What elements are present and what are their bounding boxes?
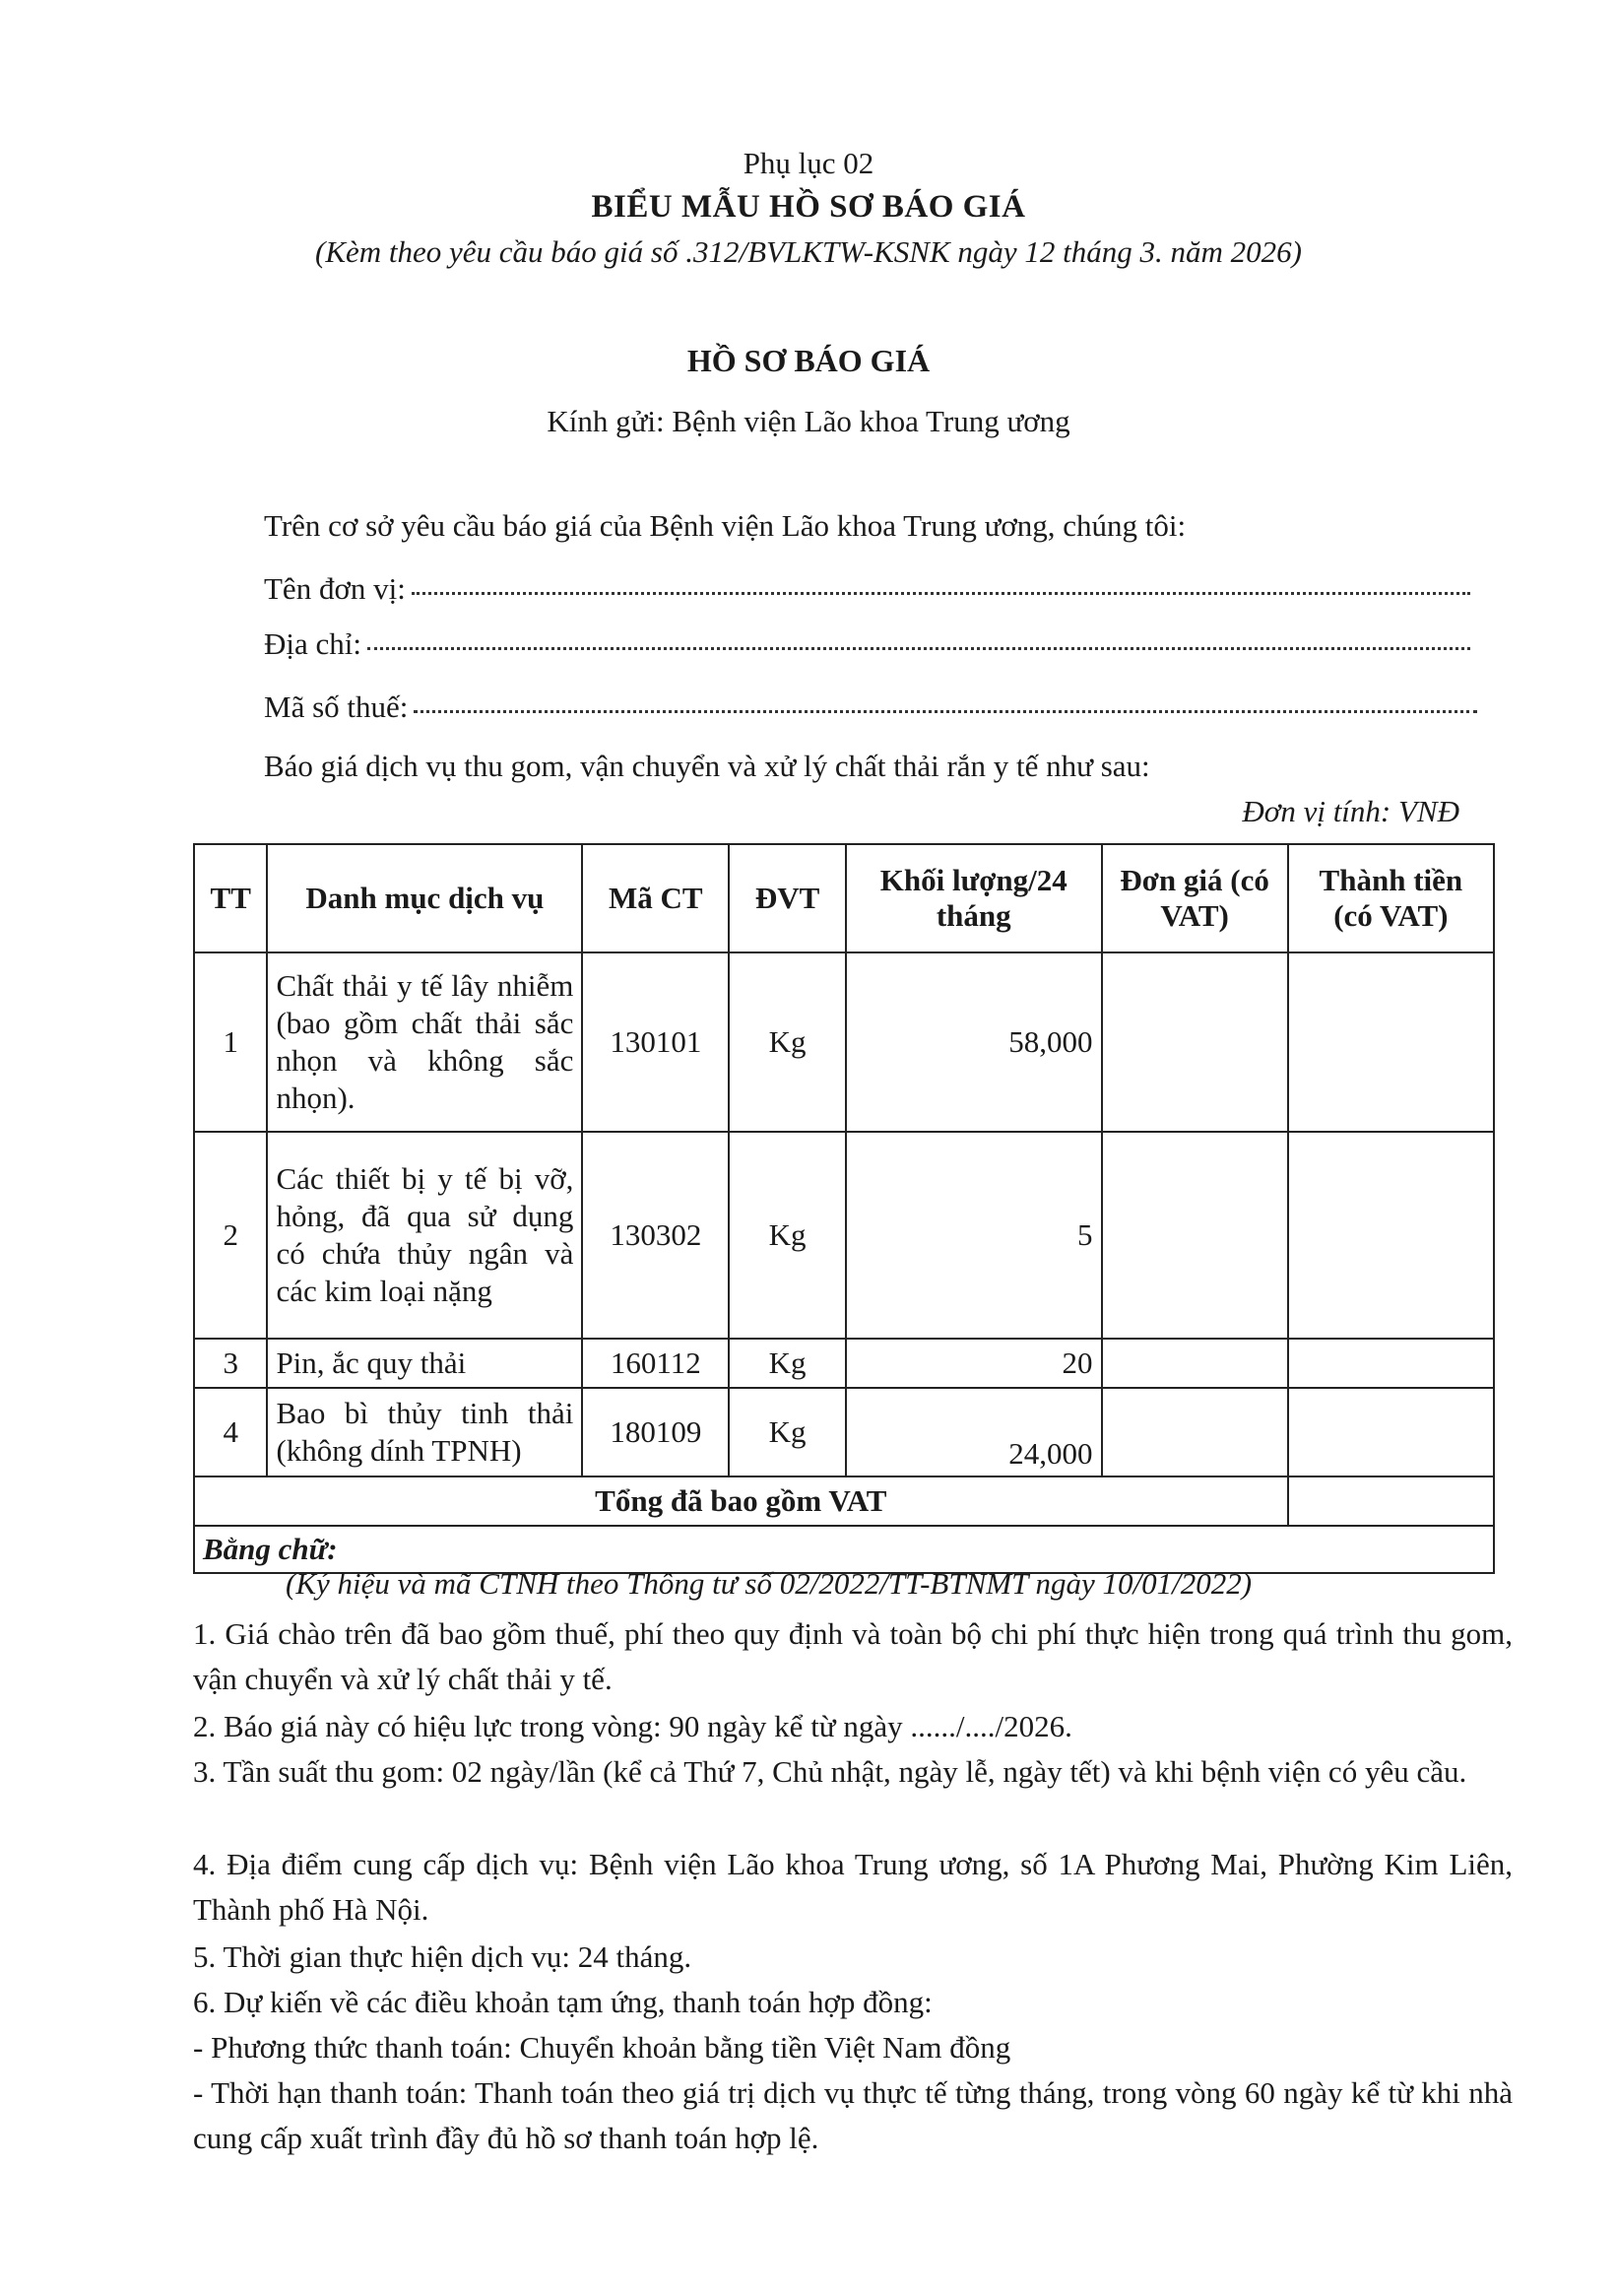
total-label: Tổng đã bao gồm VAT xyxy=(194,1476,1288,1526)
form-title: BIỂU MẪU HỒ SƠ BÁO GIÁ xyxy=(591,189,1026,225)
cell-tt: 3 xyxy=(194,1339,267,1388)
appendix-label: Phụ lục 02 xyxy=(743,146,874,180)
payment-term: - Thời hạn thanh toán: Thanh toán theo giá trị dịch vụ thực tế từng tháng, trong vòng 60 ngày kể từ khi nhà cung cấp xuất trình đầy đủ hồ sơ thanh toán hợp lệ. xyxy=(193,2075,1513,2155)
header-amount: Thành tiền (có VAT) xyxy=(1288,844,1494,952)
cell-code: 180109 xyxy=(582,1388,729,1476)
cell-service: Chất thải y tế lây nhiễm (bao gồm chất thải sắc nhọn và không sắc nhọn). xyxy=(267,952,582,1132)
cell-unit-price[interactable] xyxy=(1102,952,1288,1132)
header-quantity: Khối lượng/24 tháng xyxy=(846,844,1102,952)
field-label: Địa chỉ: xyxy=(264,626,361,661)
cell-code: 160112 xyxy=(582,1339,729,1388)
cell-amount[interactable] xyxy=(1288,1339,1494,1388)
address-blank[interactable] xyxy=(367,646,1470,650)
cell-code: 130302 xyxy=(582,1132,729,1339)
document-title: HỒ SƠ BÁO GIÁ xyxy=(686,343,931,378)
in-words-label: Bằng chữ: xyxy=(194,1526,1494,1573)
table-header-row xyxy=(194,844,1494,952)
table-row xyxy=(194,1339,1494,1388)
form-subtitle: (Kèm theo yêu cầu báo giá số .312/BVLKTW-KSNK ngày 12 tháng 3. năm 2026) xyxy=(315,234,1302,269)
payment-method: - Phương thức thanh toán: Chuyển khoản bằng tiền Việt Nam đồng xyxy=(193,2030,1011,2065)
cell-tt: 4 xyxy=(194,1388,267,1476)
term-4: 4. Địa điểm cung cấp dịch vụ: Bệnh viện Lão khoa Trung ương, số 1A Phương Mai, Phường Kim Liên, Thành phố Hà Nội. xyxy=(193,1847,1513,1927)
header-unit-price: Đơn giá (có VAT) xyxy=(1102,844,1288,952)
total-amount-cell[interactable] xyxy=(1288,1476,1494,1526)
header-unit: ĐVT xyxy=(729,844,846,952)
table-row xyxy=(194,1388,1494,1476)
hazardous-waste-code-note: (Ký hiệu và mã CTNH theo Thông tư số 02/2022/TT-BTNMT ngày 10/01/2022) xyxy=(286,1566,1253,1601)
cell-unit: Kg xyxy=(729,1132,846,1339)
cell-amount[interactable] xyxy=(1288,952,1494,1132)
cell-service: Bao bì thủy tinh thải (không dính TPNH) xyxy=(267,1388,582,1476)
cell-quantity: 5 xyxy=(846,1132,1102,1339)
field-address xyxy=(264,626,1470,662)
field-tax-code xyxy=(264,689,1477,725)
cell-unit: Kg xyxy=(729,952,846,1132)
cell-unit-price[interactable] xyxy=(1102,1132,1288,1339)
quote-table xyxy=(193,843,1495,1574)
term-1: 1. Giá chào trên đã bao gồm thuế, phí theo quy định và toàn bộ chi phí thực hiện trong quá trình thu gom, vận chuyển và xử lý chất thải y tế. xyxy=(193,1616,1513,1696)
cell-service: Các thiết bị y tế bị vỡ, hỏng, đã qua sử dụng có chứa thủy ngân và các kim loại nặng xyxy=(267,1132,582,1339)
header-service: Danh mục dịch vụ xyxy=(267,844,582,952)
cell-unit-price[interactable] xyxy=(1102,1388,1288,1476)
field-label: Tên đơn vị: xyxy=(264,571,406,606)
header-code: Mã CT xyxy=(582,844,729,952)
cell-quantity: 58,000 xyxy=(846,952,1102,1132)
currency-unit-note: Đơn vị tính: VNĐ xyxy=(1242,794,1459,828)
tax-code-blank[interactable] xyxy=(414,709,1477,713)
term-5: 5. Thời gian thực hiện dịch vụ: 24 tháng. xyxy=(193,1939,692,1974)
header-tt: TT xyxy=(194,844,267,952)
field-label: Mã số thuế: xyxy=(264,689,409,724)
cell-unit-price[interactable] xyxy=(1102,1339,1288,1388)
cell-quantity: 24,000 xyxy=(846,1388,1102,1476)
table-row xyxy=(194,952,1494,1132)
field-unit-name xyxy=(264,571,1470,607)
term-3: 3. Tần suất thu gom: 02 ngày/lần (kể cả Thứ 7, Chủ nhật, ngày lễ, ngày tết) và khi bệnh viện có yêu cầu. xyxy=(193,1754,1467,1789)
cell-unit: Kg xyxy=(729,1388,846,1476)
quote-intro: Báo giá dịch vụ thu gom, vận chuyển và xử lý chất thải rắn y tế như sau: xyxy=(264,749,1150,783)
intro-text: Trên cơ sở yêu cầu báo giá của Bệnh viện Lão khoa Trung ương, chúng tôi: xyxy=(264,508,1187,543)
unit-name-blank[interactable] xyxy=(412,591,1470,595)
cell-tt: 1 xyxy=(194,952,267,1132)
term-2: 2. Báo giá này có hiệu lực trong vòng: 90 ngày kể từ ngày ....../..../2026. xyxy=(193,1709,1072,1743)
table-row xyxy=(194,1132,1494,1339)
recipient-line: Kính gửi: Bệnh viện Lão khoa Trung ương xyxy=(547,404,1070,438)
term-6: 6. Dự kiến về các điều khoản tạm ứng, thanh toán hợp đồng: xyxy=(193,1985,933,2019)
cell-amount[interactable] xyxy=(1288,1388,1494,1476)
cell-service: Pin, ắc quy thải xyxy=(267,1339,582,1388)
cell-unit: Kg xyxy=(729,1339,846,1388)
cell-amount[interactable] xyxy=(1288,1132,1494,1339)
cell-tt: 2 xyxy=(194,1132,267,1339)
cell-code: 130101 xyxy=(582,952,729,1132)
total-row xyxy=(194,1476,1494,1526)
cell-quantity: 20 xyxy=(846,1339,1102,1388)
